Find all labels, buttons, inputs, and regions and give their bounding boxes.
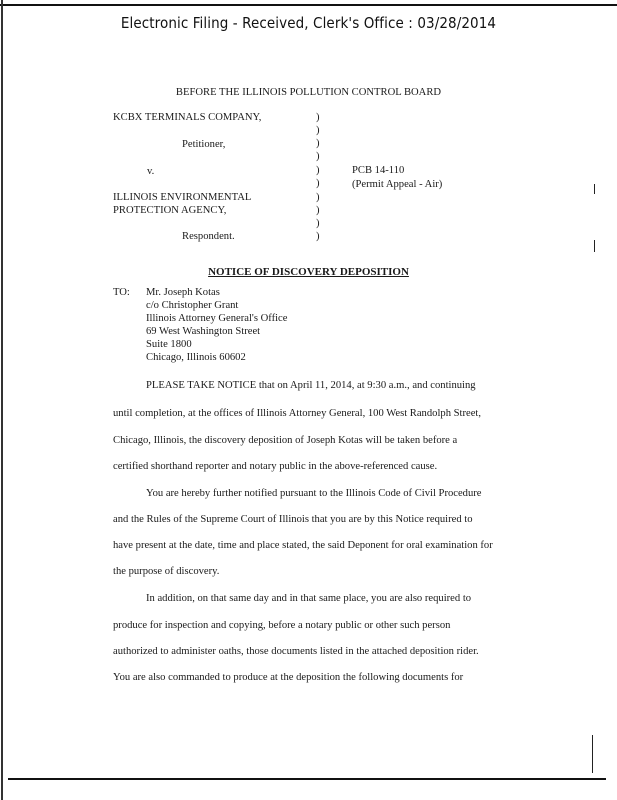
caption-paren: ) — [316, 138, 320, 149]
scan-mark — [592, 735, 593, 773]
scan-mark — [594, 184, 595, 194]
body-line: have present at the date, time and place stated, the said Deponent for oral examination for — [113, 540, 493, 551]
scan-edge-left — [1, 0, 3, 800]
body-line: certified shorthand reporter and notary public in the above-referenced cause. — [113, 461, 438, 472]
body-line: until completion, at the offices of Illinois Attorney General, 100 West Randolph Street, — [113, 408, 481, 419]
caption-paren: ) — [316, 178, 320, 189]
caption-paren: ) — [316, 218, 320, 229]
address-line: Suite 1800 — [146, 339, 192, 350]
case-number: PCB 14-110 — [352, 165, 405, 176]
caption-paren: ) — [316, 112, 320, 123]
court-heading: BEFORE THE ILLINOIS POLLUTION CONTROL BOARD — [175, 87, 442, 98]
address-line: 69 West Washington Street — [146, 326, 261, 337]
caption-paren: ) — [316, 231, 320, 242]
petitioner-role: Petitioner, — [182, 139, 226, 150]
notice-title: NOTICE OF DISCOVERY DEPOSITION — [208, 266, 409, 278]
body-line: the purpose of discovery. — [113, 566, 220, 577]
petitioner-name: KCBX TERMINALS COMPANY, — [113, 112, 262, 123]
respondent-name-line2: PROTECTION AGENCY, — [113, 205, 227, 216]
caption-paren: ) — [316, 165, 320, 176]
address-line: c/o Christopher Grant — [146, 300, 239, 311]
body-line: You are hereby further notified pursuant to the Illinois Code of Civil Procedure — [146, 488, 482, 499]
caption-paren: ) — [316, 151, 320, 162]
respondent-name-line1: ILLINOIS ENVIRONMENTAL — [113, 192, 252, 203]
address-line: Mr. Joseph Kotas — [146, 287, 220, 298]
body-line: PLEASE TAKE NOTICE that on April 11, 2014, at 9:30 a.m., and continuing — [146, 380, 476, 391]
case-type: (Permit Appeal - Air) — [352, 179, 443, 190]
scan-edge-bottom — [8, 778, 606, 780]
caption-paren: ) — [316, 205, 320, 216]
to-label: TO: — [113, 287, 130, 298]
body-line: authorized to administer oaths, those documents listed in the attached deposition rider. — [113, 646, 479, 657]
scan-mark — [594, 240, 595, 252]
body-line: and the Rules of the Supreme Court of Illinois that you are by this Notice required to — [113, 514, 473, 525]
body-line: Chicago, Illinois, the discovery deposition of Joseph Kotas will be taken before a — [113, 435, 458, 446]
address-line: Illinois Attorney General's Office — [146, 313, 288, 324]
caption-paren: ) — [316, 125, 320, 136]
scan-edge-top — [0, 4, 617, 6]
body-line: produce for inspection and copying, before a notary public or other such person — [113, 620, 451, 631]
address-line: Chicago, Illinois 60602 — [146, 352, 246, 363]
versus: v. — [147, 166, 155, 177]
caption-paren: ) — [316, 192, 320, 203]
respondent-role: Respondent. — [182, 231, 235, 242]
filing-stamp: Electronic Filing - Received, Clerk's Office : 03/28/2014 — [120, 14, 497, 32]
body-line: In addition, on that same day and in that same place, you are also required to — [146, 593, 472, 604]
body-line: You are also commanded to produce at the deposition the following documents for — [113, 672, 464, 683]
